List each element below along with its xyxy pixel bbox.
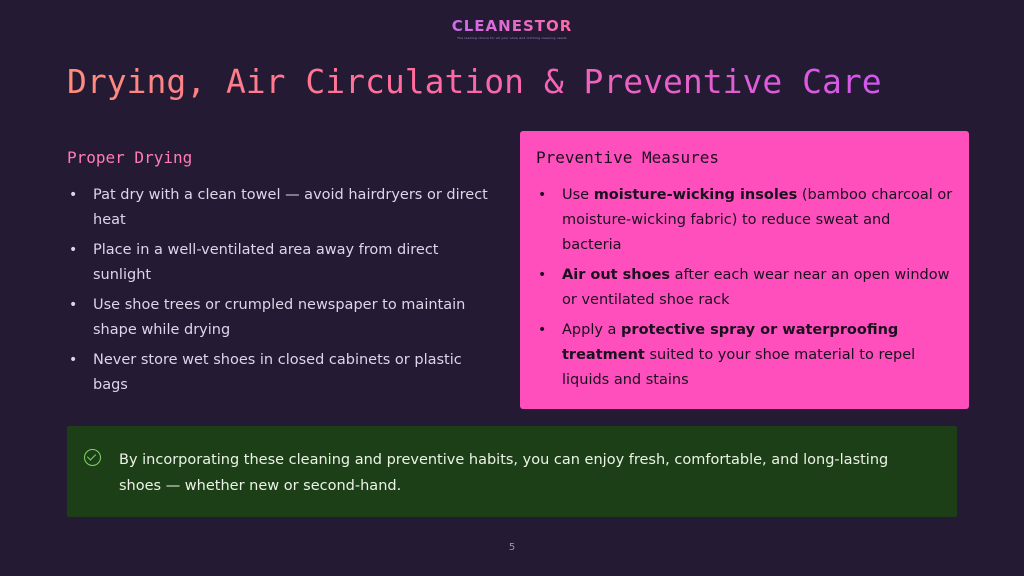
preventive-measures-card: [520, 131, 969, 409]
preventive-measures-heading: Preventive Measures: [536, 148, 720, 167]
slide-title: Drying, Air Circulation & Preventive Care: [67, 62, 882, 101]
list-item-pre: Use: [562, 187, 594, 203]
bullet-icon: •: [538, 187, 547, 203]
logo: [0, 16, 1024, 40]
list-item: [536, 318, 953, 393]
list-item-text: Pat dry with a clean towel — avoid hairdryers or direct heat: [93, 187, 488, 228]
list-item-post: (bamboo charcoal or moisture-wicking fabric) to reduce sweat and bacteria: [562, 187, 953, 253]
list-item: [536, 263, 953, 313]
bullet-icon: •: [69, 297, 78, 313]
list-item: [67, 183, 497, 233]
preventive-measures-list: [536, 183, 953, 393]
list-item-bold: Air out shoes: [562, 267, 671, 283]
logo-tagline: The leading choice for all your shoe and clothing cleaning needs: [457, 36, 567, 40]
bullet-icon: •: [69, 187, 78, 203]
list-item: [536, 183, 953, 258]
bullet-icon: •: [538, 322, 547, 338]
check-circle-icon: [84, 449, 101, 466]
bullet-icon: •: [538, 267, 547, 283]
list-item: [67, 238, 497, 288]
summary-box: [67, 426, 957, 517]
list-item-bold: protective spray or waterproofing treatment: [562, 322, 899, 363]
bullet-icon: •: [69, 242, 78, 258]
list-item-post: suited to your shoe material to repel liquids and stains: [562, 347, 916, 388]
list-item-text: Place in a well-ventilated area away from direct sunlight: [93, 242, 439, 283]
proper-drying-heading: Proper Drying: [67, 148, 193, 167]
bullet-icon: •: [69, 352, 78, 368]
list-item-pre: Apply a: [562, 322, 622, 338]
list-item: [67, 293, 497, 343]
logo-wordmark: CLEANESTOR: [451, 17, 573, 35]
list-item: [67, 348, 497, 398]
list-item-text: Use shoe trees or crumpled newspaper to maintain shape while drying: [93, 297, 466, 338]
page-number: 5: [508, 542, 516, 553]
summary-text: By incorporating these cleaning and preventive habits, you can enjoy fresh, comfortable, and long-lasting shoes — whether new or second-hand.: [119, 452, 889, 494]
proper-drying-list: [67, 183, 497, 398]
list-item-text: Never store wet shoes in closed cabinets or plastic bags: [93, 352, 462, 393]
proper-drying-section: [67, 148, 497, 403]
list-item-bold: moisture-wicking insoles: [593, 187, 798, 203]
list-item-post: after each wear near an open window or ventilated shoe rack: [562, 267, 950, 308]
